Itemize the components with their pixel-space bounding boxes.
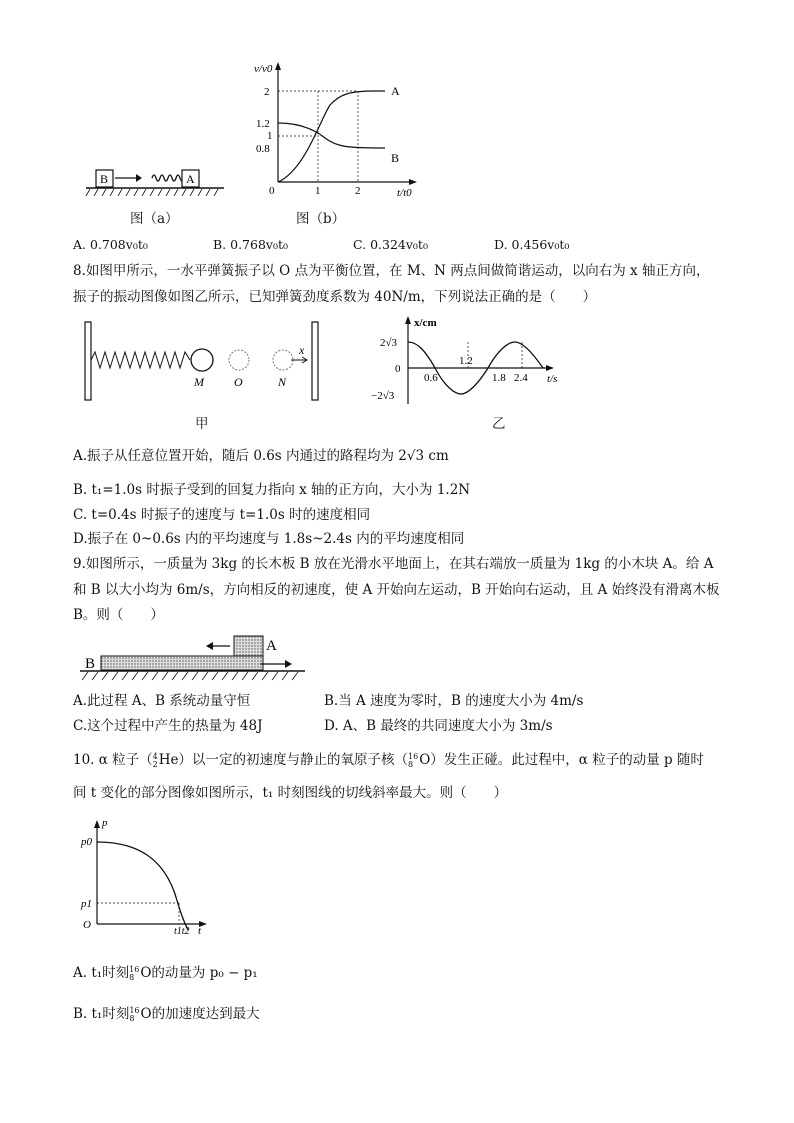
q8-option-a: A.振子从任意位置开始，随后 0.6s 内通过的路程均为 2√3 cm bbox=[73, 448, 449, 464]
point-o-label: O bbox=[234, 375, 243, 389]
q9-option-b: B.当 A 速度为零时，B 的速度大小为 4m/s bbox=[324, 693, 584, 709]
oxygen-nuclide: 16 8 bbox=[129, 1005, 140, 1023]
y-tick-0-8: 0.8 bbox=[256, 143, 270, 155]
q9-option-c: C.这个过程中产生的热量为 48J bbox=[73, 718, 263, 734]
curve-b-label: B bbox=[391, 151, 400, 165]
figure-jia-caption: 甲 bbox=[195, 416, 209, 432]
p0-label: p0 bbox=[81, 836, 92, 848]
yi-origin: 0 bbox=[395, 363, 401, 375]
q10-stem-part1: 10. α 粒子（ bbox=[73, 752, 153, 768]
q8-stem-line2: 振子的振动图像如图乙所示，已知弹簧劲度系数为 40N/m，下列说法正确的是（ ） bbox=[73, 289, 597, 305]
figure-b-caption: 图（b） bbox=[296, 211, 346, 227]
q9-option-d: D. A、B 最终的共同速度大小为 3m/s bbox=[324, 718, 553, 734]
yi-y-top: 2√3 bbox=[380, 337, 398, 349]
q10-option-b: B. t₁时刻 16 8 O的加速度达到最大 bbox=[73, 1005, 260, 1023]
board-b-label: B bbox=[85, 656, 96, 672]
y-axis-label: v/v0 bbox=[254, 63, 273, 75]
figure-q9-board-block bbox=[80, 630, 310, 685]
figure-a-caption: 图（a） bbox=[130, 211, 179, 227]
p-axis-label: p bbox=[102, 817, 108, 829]
oxygen-nuclide: 16 8 bbox=[408, 751, 419, 769]
y-tick-1-2: 1.2 bbox=[256, 118, 270, 130]
q10-stem-part2: He）以一定的初速度与静止的氧原子核（ bbox=[158, 752, 409, 768]
q9-stem-line1: 9.如图所示，一质量为 3kg 的长木板 B 放在光滑水平地面上，在其右端放一质量为 1kg 的小木块 A。给 A bbox=[73, 556, 714, 572]
yi-x-axis-label: t/s bbox=[547, 373, 558, 385]
q10-stem-line2: 间 t 变化的部分图像如图所示，t₁ 时刻图线的切线斜率最大。则（ ） bbox=[73, 785, 508, 801]
q10-option-a: A. t₁时刻 16 8 O的动量为 p₀ − p₁ bbox=[73, 964, 258, 982]
yi-x-tick-0-6: 0.6 bbox=[424, 372, 438, 384]
origin-label: O bbox=[83, 919, 91, 931]
q8-stem-line1: 8.如图甲所示，一水平弹簧振子以 O 点为平衡位置，在 M、N 两点间做简谐运动，以向右为 x 轴正方向， bbox=[73, 263, 710, 279]
t1t2-label: t1t2 bbox=[174, 926, 190, 934]
x-direction-label: x bbox=[299, 343, 305, 357]
block-b-label: B bbox=[100, 172, 109, 186]
curve-a-label: A bbox=[391, 84, 400, 98]
yi-x-tick-1-8: 1.8 bbox=[492, 372, 506, 384]
q9-option-a: A.此过程 A、B 系统动量守恒 bbox=[73, 693, 251, 709]
figure-q10-momentum-graph bbox=[78, 814, 218, 934]
q8-option-d: D.振子在 0~0.6s 内的平均速度与 1.8s~2.4s 内的平均速度相同 bbox=[73, 531, 465, 547]
y-tick-1: 1 bbox=[267, 130, 273, 142]
figure-yi-caption: 乙 bbox=[492, 416, 506, 432]
q7-option-b: B. 0.768v₀t₀ bbox=[213, 237, 289, 252]
t-axis-label: t bbox=[198, 925, 202, 934]
figure-yi-vibration-graph bbox=[350, 312, 570, 407]
figure-jia-spring-oscillator bbox=[80, 320, 325, 405]
block-a-label: A bbox=[266, 638, 277, 654]
x-axis-label: t/t0 bbox=[397, 187, 412, 199]
figure-a-block-spring bbox=[84, 160, 229, 202]
yi-x-tick-2-4: 2.4 bbox=[514, 372, 528, 384]
x-tick-1: 1 bbox=[315, 185, 321, 197]
q7-option-d: D. 0.456v₀t₀ bbox=[494, 237, 570, 252]
q10-stem-part3: O）发生正碰。此过程中，α 粒子的动量 p 随时 bbox=[419, 752, 704, 768]
q7-option-a: A. 0.708v₀t₀ bbox=[73, 237, 148, 252]
point-n-label: N bbox=[278, 375, 287, 389]
x-tick-0: 0 bbox=[269, 185, 275, 197]
q7-option-c: C. 0.324v₀t₀ bbox=[353, 237, 428, 252]
point-m-label: M bbox=[194, 375, 204, 389]
figure-b-velocity-graph bbox=[245, 60, 425, 200]
p1-label: p1 bbox=[81, 898, 92, 910]
yi-y-axis-label: x/cm bbox=[414, 317, 437, 329]
q8-option-b: B. t₁=1.0s 时振子受到的回复力指向 x 轴的正方向，大小为 1.2N bbox=[73, 482, 471, 498]
q9-stem-line2: 和 B 以大小均为 6m/s，方向相反的初速度，使 A 开始向左运动，B 开始向右运动，且 A 始终没有滑离木板 bbox=[73, 582, 720, 598]
x-tick-2: 2 bbox=[355, 185, 361, 197]
q10-stem-line1 bbox=[73, 751, 704, 769]
oxygen-nuclide: 16 8 bbox=[129, 964, 140, 982]
yi-y-bottom: −2√3 bbox=[371, 390, 395, 402]
helium-nuclide: 4 2 bbox=[152, 751, 158, 769]
q9-stem-line3: B。则（ ） bbox=[73, 607, 164, 623]
block-a-label: A bbox=[186, 172, 195, 186]
y-tick-2: 2 bbox=[264, 86, 270, 98]
q8-option-c: C. t=0.4s 时振子的速度与 t=1.0s 时的速度相同 bbox=[73, 507, 371, 523]
yi-x-tick-1-2: 1.2 bbox=[459, 355, 473, 367]
